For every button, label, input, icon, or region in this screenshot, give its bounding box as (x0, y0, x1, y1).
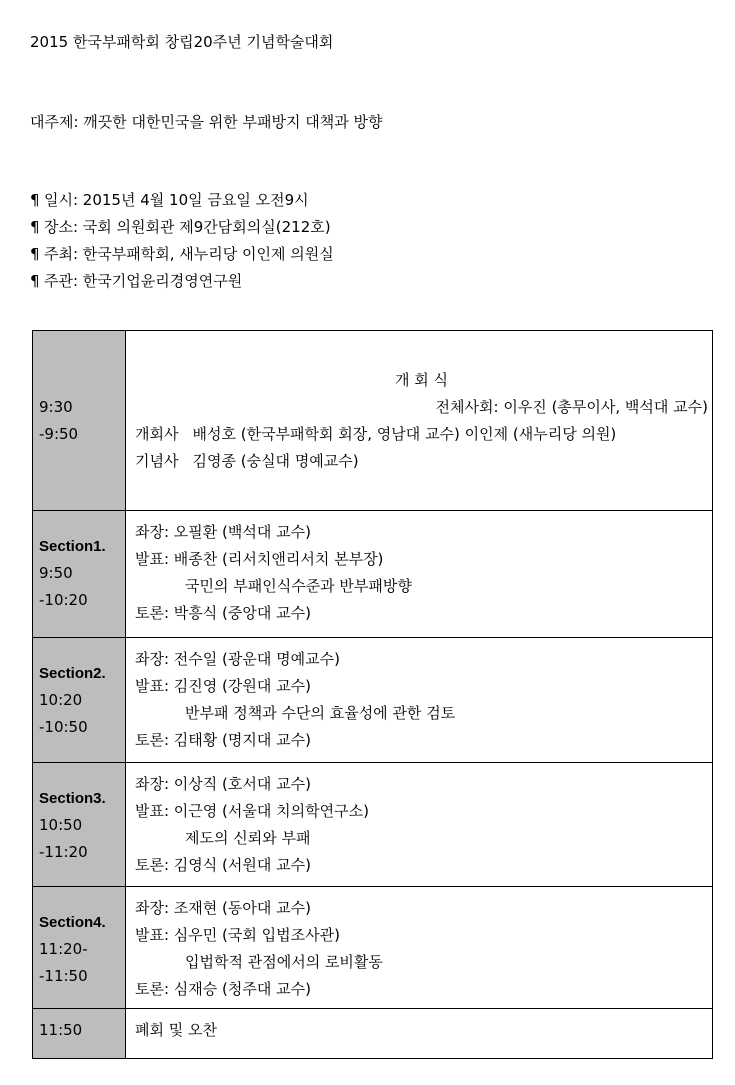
time-start: 10:50 (39, 816, 83, 834)
presentation-topic: 입법학적 관점에서의 로비활동 (185, 953, 383, 971)
presenter: 발표: 배종찬 (리서치앤리서치 본부장) (135, 550, 384, 568)
time-cell (33, 887, 126, 1009)
time-end: -9:50 (39, 425, 79, 443)
time-cell (33, 331, 126, 511)
schedule-table (32, 330, 713, 1059)
document-title: 2015 한국부패학회 창립20주년 기념학술대회 (30, 33, 334, 51)
info-host-text: 주최: 한국부패학회, 새누리당 이인제 의원실 (44, 245, 334, 263)
time-end: -10:50 (39, 718, 88, 736)
schedule-row-section4 (33, 887, 713, 1009)
pilcrow-icon: ¶ (30, 218, 40, 236)
schedule-row-closing (33, 1009, 713, 1059)
time-start: 9:50 (39, 564, 73, 582)
section-label: Section2. (39, 665, 106, 682)
info-organizer-text: 주관: 한국기업윤리경영연구원 (44, 272, 243, 290)
pilcrow-icon: ¶ (30, 245, 40, 263)
chair: 좌장: 오필환 (백석대 교수) (135, 523, 311, 541)
time-cell (33, 638, 126, 763)
section-label: Section4. (39, 914, 106, 931)
commemorative-address (135, 448, 708, 475)
chair: 좌장: 이상직 (호서대 교수) (135, 775, 311, 793)
presentation-topic: 제도의 신뢰와 부패 (185, 829, 311, 847)
time-start: 9:30 (39, 398, 73, 416)
info-venue-text: 장소: 국회 의원회관 제9간담회의실(212호) (44, 218, 331, 236)
closing-text: 폐회 및 오찬 (135, 1021, 217, 1039)
discussant: 토론: 김영식 (서원대 교수) (135, 856, 311, 874)
program-cell (126, 331, 713, 511)
pilcrow-icon: ¶ (30, 191, 40, 209)
presentation-topic: 반부패 정책과 수단의 효율성에 관한 검토 (185, 704, 456, 722)
schedule-row-section2 (33, 638, 713, 763)
time-start: 11:20- (39, 940, 88, 958)
program-cell (126, 1009, 713, 1059)
program-cell (126, 887, 713, 1009)
opening-address (135, 421, 708, 448)
time-end: -10:20 (39, 591, 88, 609)
program-cell (126, 638, 713, 763)
time-end: -11:20 (39, 843, 88, 861)
discussant: 토론: 김태황 (명지대 교수) (135, 731, 311, 749)
info-host (30, 244, 334, 264)
main-theme: 대주제: 깨끗한 대한민국을 위한 부패방지 대책과 방향 (30, 113, 383, 131)
time-cell (33, 763, 126, 887)
section-label: Section1. (39, 538, 106, 555)
time-cell (33, 511, 126, 638)
info-date (30, 190, 309, 210)
program-cell (126, 511, 713, 638)
time-start: 10:20 (39, 691, 83, 709)
opening-host: 전체사회: 이우진 (총무이사, 백석대 교수) (435, 398, 708, 416)
time-end: -11:50 (39, 967, 88, 985)
info-venue (30, 217, 331, 237)
opening-address-speakers: 배성호 (한국부패학회 회장, 영남대 교수) 이인제 (새누리당 의원) (192, 425, 617, 443)
chair: 좌장: 전수일 (광운대 명예교수) (135, 650, 340, 668)
time-start: 11:50 (39, 1021, 83, 1039)
commemorative-label: 기념사 (135, 452, 179, 470)
chair: 좌장: 조재현 (동아대 교수) (135, 899, 311, 917)
presentation-topic: 국민의 부패인식수준과 반부패방향 (185, 577, 412, 595)
info-organizer (30, 271, 242, 291)
presenter: 발표: 이근영 (서울대 치의학연구소) (135, 802, 369, 820)
section-label: Section3. (39, 790, 106, 807)
schedule-row-opening (33, 331, 713, 511)
presenter: 발표: 심우민 (국회 입법조사관) (135, 926, 340, 944)
presenter: 발표: 김진영 (강원대 교수) (135, 677, 311, 695)
opening-address-label: 개회사 (135, 425, 179, 443)
opening-title: 개 회 식 (394, 371, 448, 389)
time-cell (33, 1009, 126, 1059)
pilcrow-icon: ¶ (30, 272, 40, 290)
schedule-row-section3 (33, 763, 713, 887)
schedule-row-section1 (33, 511, 713, 638)
discussant: 토론: 박흥식 (중앙대 교수) (135, 604, 311, 622)
info-date-text: 일시: 2015년 4월 10일 금요일 오전9시 (44, 191, 309, 209)
commemorative-speaker: 김영종 (숭실대 명예교수) (192, 452, 359, 470)
program-cell (126, 763, 713, 887)
discussant: 토론: 심재승 (청주대 교수) (135, 980, 311, 998)
